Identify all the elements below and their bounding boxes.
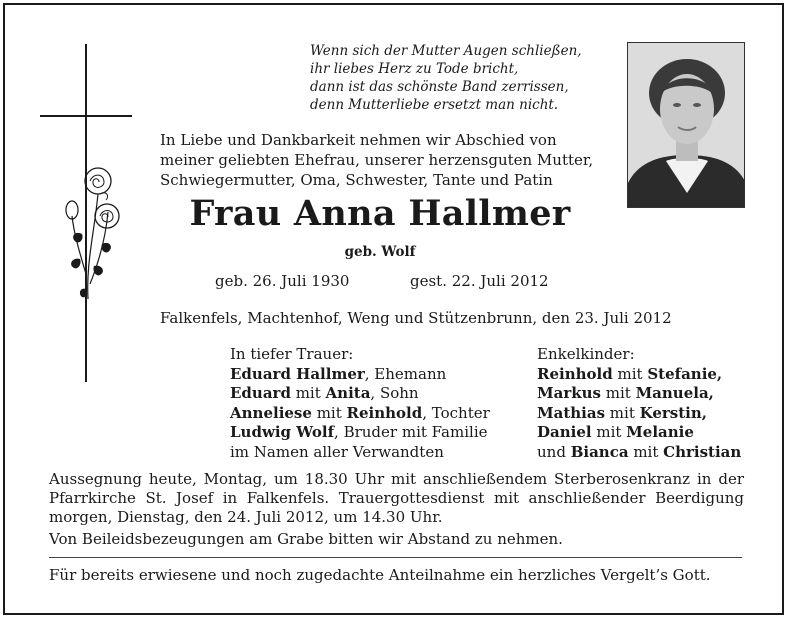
name-fragment: Kerstin,: [639, 403, 707, 422]
death-date: gest. 22. Juli 2012: [410, 272, 549, 290]
name-fragment: mit: [290, 384, 326, 402]
poem-line: denn Mutterliebe ersetzt man nicht.: [310, 97, 559, 113]
name-fragment: Christian: [663, 442, 742, 461]
mourner-row: [230, 404, 490, 424]
name-fragment: Reinhold: [537, 364, 613, 383]
memorial-poem: [310, 42, 610, 114]
portrait-photo: [627, 42, 745, 208]
poem-line: ihr liebes Herz zu Tode bricht,: [310, 61, 519, 77]
grandchild-row: [537, 443, 741, 463]
grandchildren-heading: Enkelkinder:: [537, 345, 635, 363]
cross-with-roses-icon: [38, 44, 134, 384]
name-fragment: mit: [600, 384, 636, 402]
mourner-row: [230, 384, 490, 404]
name-fragment: mit: [311, 403, 347, 422]
name-fragment: und: [537, 442, 571, 461]
grandchild-row: [537, 365, 741, 385]
name-fragment: mit: [612, 364, 648, 383]
intro-line: meiner geliebten Ehefrau, unserer herzensguten Mutter,: [160, 151, 594, 169]
mourner-row: [230, 365, 490, 385]
name-fragment: Mathias: [537, 403, 606, 422]
name-fragment: mit: [605, 403, 640, 422]
name-fragment: Reinhold: [346, 403, 423, 422]
name-fragment: Manuela,: [635, 384, 714, 402]
name-fragment: Daniel: [537, 423, 592, 441]
mourners-heading: In tiefer Trauer:: [230, 345, 354, 363]
poem-line: dann ist das schönste Band zerrissen,: [310, 79, 569, 95]
name-fragment: Ludwig Wolf: [230, 423, 335, 441]
name-fragment: Bianca: [570, 442, 629, 461]
funeral-details: [49, 470, 744, 549]
name-fragment: , Sohn: [370, 384, 419, 402]
name-fragment: Eduard Hallmer: [230, 364, 365, 383]
funeral-schedule: Aussegnung heute, Montag, um 18.30 Uhr mit anschließendem Sterberosenkranz in der Pfarrkirche St. Josef in Falkenfels. Trauergottesdienst mit anschließender Beerdigung morgen, Dienstag, den 24. Juli 2012, um 14.30 Uhr.: [49, 470, 744, 526]
mourners-list: [230, 345, 490, 462]
name-fragment: mit: [591, 423, 627, 441]
name-fragment: Anneliese: [230, 403, 312, 422]
name-fragment: Anita: [325, 384, 371, 402]
name-fragment: , Tochter: [422, 403, 490, 422]
place-and-date: Falkenfels, Machtenhof, Weng und Stützenbrunn, den 23. Juli 2012: [160, 309, 672, 327]
divider: [49, 557, 742, 558]
grandchild-row: [537, 384, 741, 404]
intro-line: In Liebe und Dankbarkeit nehmen wir Abschied von: [160, 131, 557, 149]
name-fragment: Markus: [537, 384, 601, 402]
grandchild-row: [537, 423, 741, 443]
grandchild-row: [537, 404, 741, 424]
name-fragment: , Bruder mit Familie: [334, 423, 488, 441]
thanks-line: Für bereits erwiesene und noch zugedachte Anteilnahme ein herzliches Vergelt’s Gott.: [49, 566, 711, 584]
name-fragment: , Ehemann: [364, 364, 447, 383]
grandchildren-list: [537, 345, 741, 462]
condolence-note: Von Beileidsbezeugungen am Grabe bitten wir Abstand zu nehmen.: [49, 530, 563, 548]
maiden-name: geb. Wolf: [344, 244, 416, 260]
name-fragment: Stefanie,: [647, 364, 723, 383]
farewell-intro: [160, 130, 610, 190]
intro-line: Schwiegermutter, Oma, Schwester, Tante und Patin: [160, 171, 553, 189]
birth-date: geb. 26. Juli 1930: [215, 272, 350, 290]
name-fragment: Eduard: [230, 384, 291, 402]
mourner-row: [230, 423, 490, 443]
deceased-name: Frau Anna Hallmer: [189, 193, 571, 234]
name-fragment: mit: [628, 442, 664, 461]
name-fragment: Melanie: [626, 423, 694, 441]
mourner-row: im Namen aller Verwandten: [230, 442, 444, 461]
poem-line: Wenn sich der Mutter Augen schließen,: [310, 43, 582, 59]
